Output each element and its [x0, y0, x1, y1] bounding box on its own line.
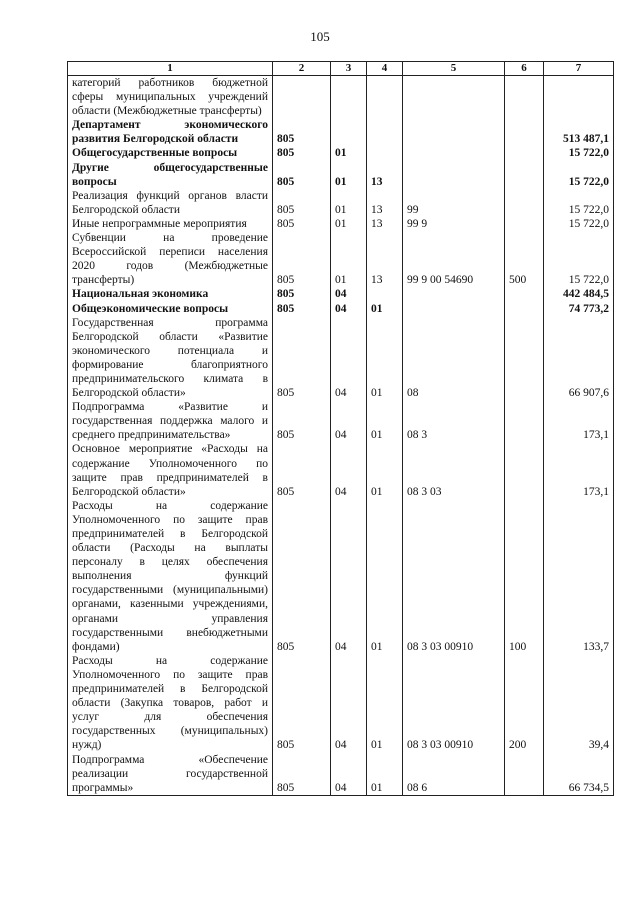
row-expense-type [505, 146, 544, 160]
page-number: 105 [310, 29, 330, 44]
row-expense-type [505, 161, 544, 189]
row-section-code: 01 [331, 161, 367, 189]
table-row [68, 753, 614, 796]
header-cell: 2 [273, 62, 331, 76]
row-subsection-code: 01 [367, 316, 403, 401]
row-expense-type [505, 76, 544, 119]
row-admin-code: 805 [273, 161, 331, 189]
row-section-code [331, 76, 367, 119]
row-section-code: 04 [331, 442, 367, 498]
row-admin-code: 805 [273, 499, 331, 654]
row-admin-code: 805 [273, 442, 331, 498]
row-target-article: 08 3 03 00910 [403, 654, 505, 753]
row-section-code: 01 [331, 231, 367, 287]
row-amount: 39,4 [544, 654, 614, 753]
row-name: Государственная программа Белгородской области «Развитие экономического потенциала и формирование благоприятного предпринимательского климата в Белгородской области» [68, 316, 273, 401]
budget-table [67, 61, 614, 796]
row-amount: 442 484,5 [544, 287, 614, 301]
row-expense-type: 200 [505, 654, 544, 753]
table-row [68, 118, 614, 146]
row-expense-type [505, 287, 544, 301]
row-target-article: 08 3 [403, 400, 505, 442]
row-admin-code: 805 [273, 753, 331, 796]
header-row [68, 62, 614, 76]
table-row [68, 76, 614, 119]
row-target-article [403, 118, 505, 146]
row-name: Другие общегосударственные вопросы [68, 161, 273, 189]
row-expense-type: 100 [505, 499, 544, 654]
row-admin-code: 805 [273, 189, 331, 217]
row-target-article: 99 9 [403, 217, 505, 231]
row-admin-code [273, 76, 331, 119]
table-row [68, 442, 614, 498]
table-row [68, 654, 614, 753]
row-amount: 173,1 [544, 400, 614, 442]
row-section-code: 04 [331, 753, 367, 796]
row-subsection-code: 13 [367, 231, 403, 287]
row-expense-type [505, 189, 544, 217]
table-row [68, 499, 614, 654]
header-cell: 1 [68, 62, 273, 76]
row-admin-code: 805 [273, 118, 331, 146]
row-name: Департамент экономического развития Белгородской области [68, 118, 273, 146]
row-target-article: 08 [403, 316, 505, 401]
row-section-code: 04 [331, 654, 367, 753]
row-section-code: 04 [331, 400, 367, 442]
row-subsection-code: 01 [367, 442, 403, 498]
row-amount: 15 722,0 [544, 189, 614, 217]
row-admin-code: 805 [273, 302, 331, 316]
row-admin-code: 805 [273, 287, 331, 301]
row-expense-type [505, 302, 544, 316]
row-admin-code: 805 [273, 231, 331, 287]
row-section-code: 04 [331, 499, 367, 654]
table-row [68, 287, 614, 301]
row-section-code [331, 118, 367, 146]
row-amount: 15 722,0 [544, 146, 614, 160]
row-target-article: 08 3 03 [403, 442, 505, 498]
row-target-article [403, 302, 505, 316]
row-name: Иные непрограммные мероприятия [68, 217, 273, 231]
table-row [68, 400, 614, 442]
table-row [68, 231, 614, 287]
header-cell: 7 [544, 62, 614, 76]
row-expense-type [505, 400, 544, 442]
row-admin-code: 805 [273, 217, 331, 231]
row-amount: 15 722,0 [544, 161, 614, 189]
row-name: Подпрограмма «Развитие и государственная поддержка малого и среднего предпринимательства» [68, 400, 273, 442]
row-amount: 15 722,0 [544, 231, 614, 287]
row-amount [544, 76, 614, 119]
row-section-code: 04 [331, 316, 367, 401]
row-name: Национальная экономика [68, 287, 273, 301]
row-name: Основное мероприятие «Расходы на содержание Уполномоченного по защите прав предпринимателей в Белгородской области» [68, 442, 273, 498]
row-expense-type [505, 118, 544, 146]
header-cell: 4 [367, 62, 403, 76]
row-section-code: 01 [331, 189, 367, 217]
row-expense-type: 500 [505, 231, 544, 287]
table-row [68, 302, 614, 316]
row-amount: 15 722,0 [544, 217, 614, 231]
table-body [68, 76, 614, 796]
row-name: Подпрограмма «Обеспечение реализации государственной программы» [68, 753, 273, 796]
row-subsection-code [367, 76, 403, 119]
row-amount: 66 734,5 [544, 753, 614, 796]
row-target-article: 99 9 00 54690 [403, 231, 505, 287]
row-target-article: 08 6 [403, 753, 505, 796]
row-name: Реализация функций органов власти Белгородской области [68, 189, 273, 217]
row-subsection-code: 01 [367, 753, 403, 796]
row-target-article [403, 76, 505, 119]
table-row [68, 316, 614, 401]
table-row [68, 146, 614, 160]
row-expense-type [505, 753, 544, 796]
row-admin-code: 805 [273, 654, 331, 753]
row-name: Общеэкономические вопросы [68, 302, 273, 316]
row-admin-code: 805 [273, 316, 331, 401]
header-cell: 3 [331, 62, 367, 76]
row-subsection-code: 01 [367, 302, 403, 316]
row-subsection-code: 01 [367, 499, 403, 654]
row-amount: 133,7 [544, 499, 614, 654]
table-header [68, 62, 614, 76]
row-expense-type [505, 316, 544, 401]
table-row [68, 189, 614, 217]
row-name: категорий работников бюджетной сферы муниципальных учреждений области (Межбюджетные трансферты) [68, 76, 273, 119]
row-name: Расходы на содержание Уполномоченного по защите прав предпринимателей в Белгородской области (Закупка товаров, работ и услуг для обеспечения государственных (муниципальных) нужд) [68, 654, 273, 753]
row-name: Общегосударственные вопросы [68, 146, 273, 160]
row-subsection-code [367, 118, 403, 146]
row-amount: 74 773,2 [544, 302, 614, 316]
row-target-article: 08 3 03 00910 [403, 499, 505, 654]
row-subsection-code [367, 287, 403, 301]
row-section-code: 04 [331, 302, 367, 316]
table-row [68, 217, 614, 231]
row-subsection-code [367, 146, 403, 160]
row-subsection-code: 01 [367, 654, 403, 753]
row-target-article [403, 161, 505, 189]
header-cell: 6 [505, 62, 544, 76]
row-target-article: 99 [403, 189, 505, 217]
row-subsection-code: 13 [367, 161, 403, 189]
row-subsection-code: 01 [367, 400, 403, 442]
row-name: Расходы на содержание Уполномоченного по защите прав предпринимателей в Белгородской области (Расходы на выплаты персоналу в целях обеспечения выполнения функций государственными (муниципальными) органами, казенными учреждениями, органами управления государственными внебюджетными фондами) [68, 499, 273, 654]
row-expense-type [505, 442, 544, 498]
row-target-article [403, 287, 505, 301]
table-row [68, 161, 614, 189]
row-amount: 513 487,1 [544, 118, 614, 146]
row-admin-code: 805 [273, 146, 331, 160]
row-expense-type [505, 217, 544, 231]
row-subsection-code: 13 [367, 217, 403, 231]
row-target-article [403, 146, 505, 160]
row-amount: 173,1 [544, 442, 614, 498]
row-admin-code: 805 [273, 400, 331, 442]
row-subsection-code: 13 [367, 189, 403, 217]
row-section-code: 01 [331, 146, 367, 160]
row-amount: 66 907,6 [544, 316, 614, 401]
row-section-code: 01 [331, 217, 367, 231]
row-name: Субвенции на проведение Всероссийской переписи населения 2020 годов (Межбюджетные трансферты) [68, 231, 273, 287]
row-section-code: 04 [331, 287, 367, 301]
header-cell: 5 [403, 62, 505, 76]
